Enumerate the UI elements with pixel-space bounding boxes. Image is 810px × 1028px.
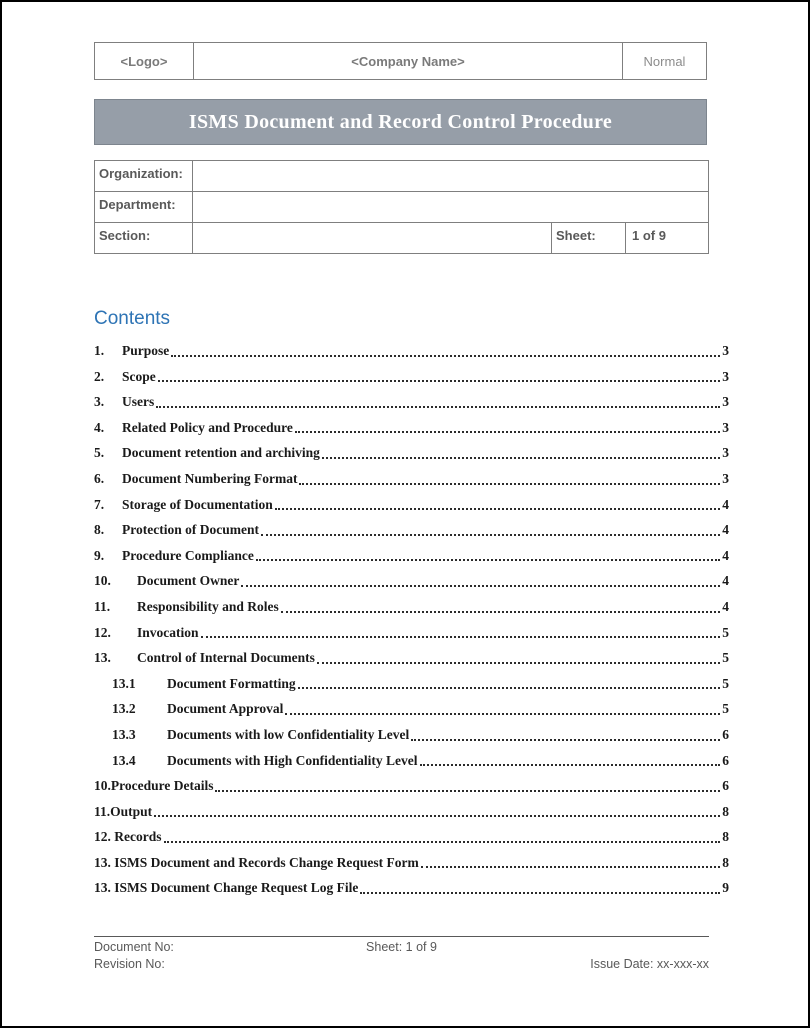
footer-revision-no: Revision No: <box>94 957 165 971</box>
toc-entry-page: 3 <box>722 394 729 410</box>
toc-leader-dots <box>420 764 721 766</box>
toc-entry[interactable] <box>94 773 729 799</box>
toc-entry[interactable] <box>94 645 729 671</box>
logo-placeholder-cell[interactable] <box>95 43 193 79</box>
toc-entry-title: 13. ISMS Document Change Request Log File <box>94 880 359 896</box>
toc-entry-title: Users <box>122 394 155 410</box>
company-name-cell[interactable] <box>193 43 623 79</box>
footer-sheet: Sheet: 1 of 9 <box>366 940 437 954</box>
toc-entry-number: 10. <box>94 573 111 589</box>
toc-leader-dots <box>241 585 720 587</box>
toc-leader-dots <box>164 841 721 843</box>
toc-entry[interactable] <box>94 415 729 441</box>
toc-entry[interactable] <box>94 517 729 543</box>
sheet-label: Sheet: <box>551 223 625 253</box>
toc-entry-number: 4. <box>94 419 105 435</box>
toc-entry-title: Document Owner <box>137 573 240 589</box>
document-header-table <box>94 42 707 80</box>
toc-leader-dots <box>322 457 720 459</box>
toc-entry-title: Related Policy and Procedure <box>122 419 293 435</box>
toc-entry-page: 4 <box>722 547 729 563</box>
toc-entry[interactable] <box>94 722 729 748</box>
toc-entry[interactable] <box>94 543 729 569</box>
toc-entry-page: 8 <box>722 829 729 845</box>
department-row <box>95 191 708 222</box>
department-label: Department: <box>95 192 193 222</box>
document-title: ISMS Document and Record Control Procedure <box>188 110 613 133</box>
toc-entry-title: Procedure Compliance <box>122 547 254 563</box>
toc-entry-number: 2. <box>94 368 105 384</box>
organization-value-field[interactable] <box>193 161 708 191</box>
toc-leader-dots <box>295 431 720 433</box>
toc-entry[interactable] <box>94 466 729 492</box>
department-value-field[interactable] <box>193 192 708 222</box>
toc-entry-page: 3 <box>722 445 729 461</box>
toc-entry-title: Scope <box>122 368 156 384</box>
toc-leader-dots <box>299 483 720 485</box>
toc-entry-page: 9 <box>722 880 729 896</box>
toc-entry-page: 5 <box>722 675 729 691</box>
toc-entry-page: 3 <box>722 368 729 384</box>
toc-entry-number: 7. <box>94 496 105 512</box>
toc-leader-dots <box>281 611 720 613</box>
footer-document-no: Document No: <box>94 940 174 954</box>
toc-entry[interactable] <box>94 875 729 901</box>
logo-placeholder-text: <Logo> <box>120 53 168 69</box>
toc-leader-dots <box>411 739 720 741</box>
toc-entry-number: 5. <box>94 445 105 461</box>
classification-cell[interactable] <box>623 43 706 79</box>
toc-entry-title: Purpose <box>122 343 170 358</box>
toc-entry[interactable] <box>94 594 729 620</box>
toc-entry-page: 3 <box>722 470 729 486</box>
toc-entry-title: Document retention and archiving <box>122 445 320 461</box>
toc-entry-page: 8 <box>722 854 729 870</box>
toc-leader-dots <box>261 534 720 536</box>
toc-entry[interactable] <box>94 389 729 415</box>
toc-entry-number: 8. <box>94 522 105 538</box>
toc-leader-dots <box>360 892 720 894</box>
toc-leader-dots <box>215 790 720 792</box>
toc-entry[interactable] <box>94 671 729 697</box>
footer-issue-date: Issue Date: xx-xxx-xx <box>590 957 709 971</box>
toc-entry-number: 13.1 <box>112 675 136 691</box>
document-title-bar <box>94 99 707 145</box>
toc-entry-number: 6. <box>94 470 105 486</box>
toc-leader-dots <box>421 866 721 868</box>
toc-entry-number: 9. <box>94 547 105 563</box>
toc-entry-page: 4 <box>722 522 729 538</box>
toc-entry-page: 8 <box>722 803 729 819</box>
toc-entry-page: 6 <box>722 778 729 794</box>
toc-leader-dots <box>156 406 720 408</box>
toc-entry-title: Document Numbering Format <box>122 470 298 486</box>
toc-entry-page: 3 <box>722 343 729 358</box>
toc-entry-number: 3. <box>94 394 105 410</box>
toc-entry-number: 12. <box>94 624 111 640</box>
section-value-field[interactable] <box>193 223 551 253</box>
toc-entry[interactable] <box>94 799 729 825</box>
toc-entry-number: 1. <box>94 343 105 358</box>
toc-entry-page: 4 <box>722 573 729 589</box>
toc-leader-dots <box>256 559 720 561</box>
organization-label: Organization: <box>95 161 193 191</box>
contents-heading: Contents <box>94 308 171 329</box>
toc-entry-page: 4 <box>722 496 729 512</box>
footer-row-2 <box>94 957 709 971</box>
toc-entry-title: Storage of Documentation <box>122 496 273 512</box>
section-row <box>95 222 708 253</box>
toc-entry-number: 13.2 <box>112 701 136 717</box>
toc-entry[interactable] <box>94 492 729 518</box>
toc-entry-title: 12. Records <box>94 829 162 845</box>
toc-entry-title: 13. ISMS Document and Records Change Request Form <box>94 854 419 870</box>
toc-entry[interactable] <box>94 850 729 876</box>
toc-leader-dots <box>298 687 721 689</box>
toc-leader-dots <box>317 662 720 664</box>
toc-entry-page: 3 <box>722 419 729 435</box>
toc-entry-number: 13.3 <box>112 726 136 742</box>
toc-entry-page: 6 <box>722 752 729 768</box>
toc-entry-page: 5 <box>722 701 729 717</box>
toc-entry-title: Documents with low Confidentiality Level <box>167 726 410 742</box>
toc-entry-title: 11.Output <box>94 803 153 819</box>
toc-entry-title: 10.Procedure Details <box>94 778 214 794</box>
toc-entry-title: Responsibility and Roles <box>137 598 279 614</box>
section-label: Section: <box>95 223 193 253</box>
document-footer <box>94 936 709 971</box>
toc-entry[interactable] <box>94 440 729 466</box>
toc-entry[interactable] <box>94 696 729 722</box>
toc-entry-number: 11. <box>94 598 111 614</box>
company-name-text: <Company Name> <box>351 53 465 69</box>
toc-entry[interactable] <box>94 748 729 774</box>
toc-leader-dots <box>171 355 720 357</box>
toc-entry-title: Documents with High Confidentiality Level <box>167 752 418 768</box>
toc-leader-dots <box>154 815 720 817</box>
toc-leader-dots <box>201 636 721 638</box>
organization-row <box>95 161 708 191</box>
toc-entry[interactable] <box>94 620 729 646</box>
sheet-value: 1 of 9 <box>625 223 708 253</box>
toc-entry-title: Document Formatting <box>167 675 296 691</box>
table-of-contents <box>94 338 729 901</box>
toc-leader-dots <box>285 713 720 715</box>
toc-entry-title: Document Approval <box>167 701 284 717</box>
toc-entry[interactable] <box>94 824 729 850</box>
classification-text: Normal <box>643 53 686 69</box>
toc-leader-dots <box>275 508 721 510</box>
toc-entry-title: Invocation <box>137 624 199 640</box>
toc-entry-number: 13. <box>94 650 111 666</box>
toc-entry[interactable] <box>94 568 729 594</box>
footer-row-1 <box>94 940 709 954</box>
toc-entry-number: 13.4 <box>112 752 136 768</box>
toc-entry-page: 5 <box>722 650 729 666</box>
toc-leader-dots <box>158 380 721 382</box>
toc-entry[interactable] <box>94 338 729 364</box>
toc-entry-page: 5 <box>722 624 729 640</box>
toc-entry-title: Control of Internal Documents <box>137 650 315 666</box>
toc-entry-title: Protection of Document <box>122 522 259 538</box>
toc-entry-page: 6 <box>722 726 729 742</box>
toc-entry-page: 4 <box>722 598 729 614</box>
toc-entry[interactable] <box>94 364 729 390</box>
document-info-table <box>94 160 709 254</box>
